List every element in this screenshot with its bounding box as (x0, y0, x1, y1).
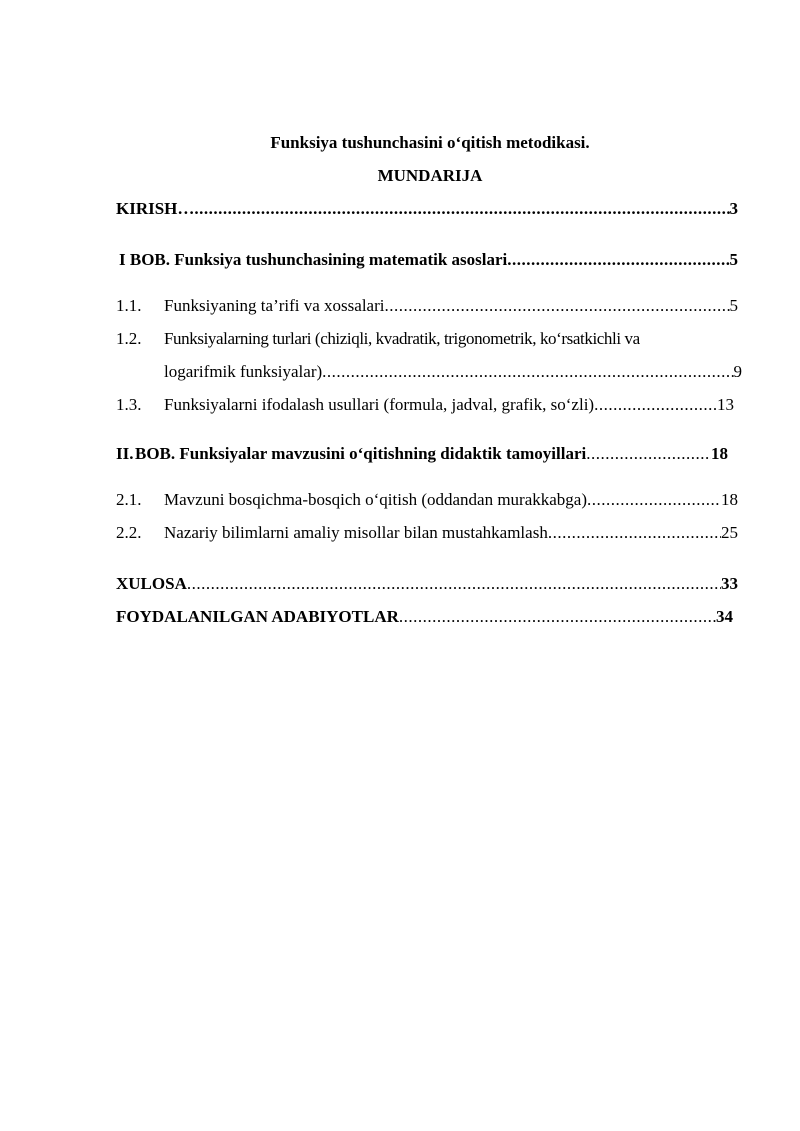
toc-entry-label: Mavzuni bosqichma-bosqich o‘qitish (oddandan murakkabga) (164, 490, 588, 509)
dot-leader (507, 250, 729, 270)
toc-page-number: 5 (729, 250, 738, 269)
toc-entry-label: logarifmik funksiyalar) (164, 362, 323, 381)
toc-entry-references[interactable] (116, 607, 733, 629)
toc-page-number: 33 (721, 574, 738, 593)
toc-entry-section-1-2[interactable] (116, 329, 738, 351)
document-title: Funksiya tushunchasini o‘qitish metodikasi. (270, 133, 590, 152)
toc-entry-number: 1.2. (116, 329, 142, 348)
dot-leader (594, 395, 717, 415)
dot-leader (586, 444, 711, 464)
toc-entry-chapter-1[interactable] (119, 250, 738, 272)
dot-leader (587, 490, 721, 510)
toc-entry-number: 2.1. (116, 490, 142, 509)
toc-entry-conclusion[interactable] (116, 574, 738, 596)
toc-entry-section-2-1[interactable] (116, 490, 738, 512)
dot-leader (322, 362, 733, 382)
dot-leader (548, 523, 721, 543)
toc-page-number: 9 (733, 362, 742, 381)
toc-entry-label: XULOSA (116, 574, 187, 593)
toc-entry-label: KIRISH… (116, 199, 195, 218)
toc-page-number: 3 (729, 199, 738, 218)
toc-entry-section-1-3[interactable] (116, 395, 734, 417)
toc-entry-number: 1.3. (116, 395, 142, 414)
toc-page-number: 25 (721, 523, 738, 542)
toc-page-number: 18 (711, 444, 728, 463)
toc-entry-section-2-2[interactable] (116, 523, 738, 545)
dot-leader (385, 296, 730, 316)
toc-entry-label: Funksiyalarni ifodalash usullari (formula, jadval, grafik, so‘zli) (164, 395, 595, 414)
toc-entry-section-1-2-continued[interactable] (164, 362, 742, 384)
toc-heading: MUNDARIJA (377, 166, 483, 185)
toc-entry-label: BOB. Funksiyalar mavzusini o‘qitishning didaktik tamoyillari (135, 444, 587, 463)
toc-entry-label: Funksiyalarning turlari (chiziqli, kvadratik, trigonometrik, ko‘rsatkichli va (164, 329, 640, 348)
toc-entry-label: FOYDALANILGAN ADABIYOTLAR (116, 607, 399, 626)
toc-entry-section-1-1[interactable] (116, 296, 738, 318)
toc-page-number: 34 (716, 607, 733, 626)
toc-entry-chapter-2[interactable] (116, 444, 728, 466)
toc-entry-label: Funksiyaning ta’rifi va xossalari (164, 296, 385, 315)
dot-leader (399, 607, 716, 627)
dot-leader (187, 574, 721, 594)
toc-entry-number: 2.2. (116, 523, 142, 542)
toc-entry-number: 1.1. (116, 296, 142, 315)
toc-entry-label: I BOB. Funksiya tushunchasining matematik asoslari (119, 250, 508, 269)
toc-entry-label: Nazariy bilimlarni amaliy misollar bilan mustahkamlash (164, 523, 548, 542)
toc-entry-intro[interactable] (116, 199, 738, 221)
toc-page-number: 18 (721, 490, 738, 509)
toc-page-number: 13 (717, 395, 734, 414)
dot-leader (194, 199, 729, 219)
toc-page-number: 5 (729, 296, 738, 315)
toc-entry-number: II. (116, 444, 134, 463)
